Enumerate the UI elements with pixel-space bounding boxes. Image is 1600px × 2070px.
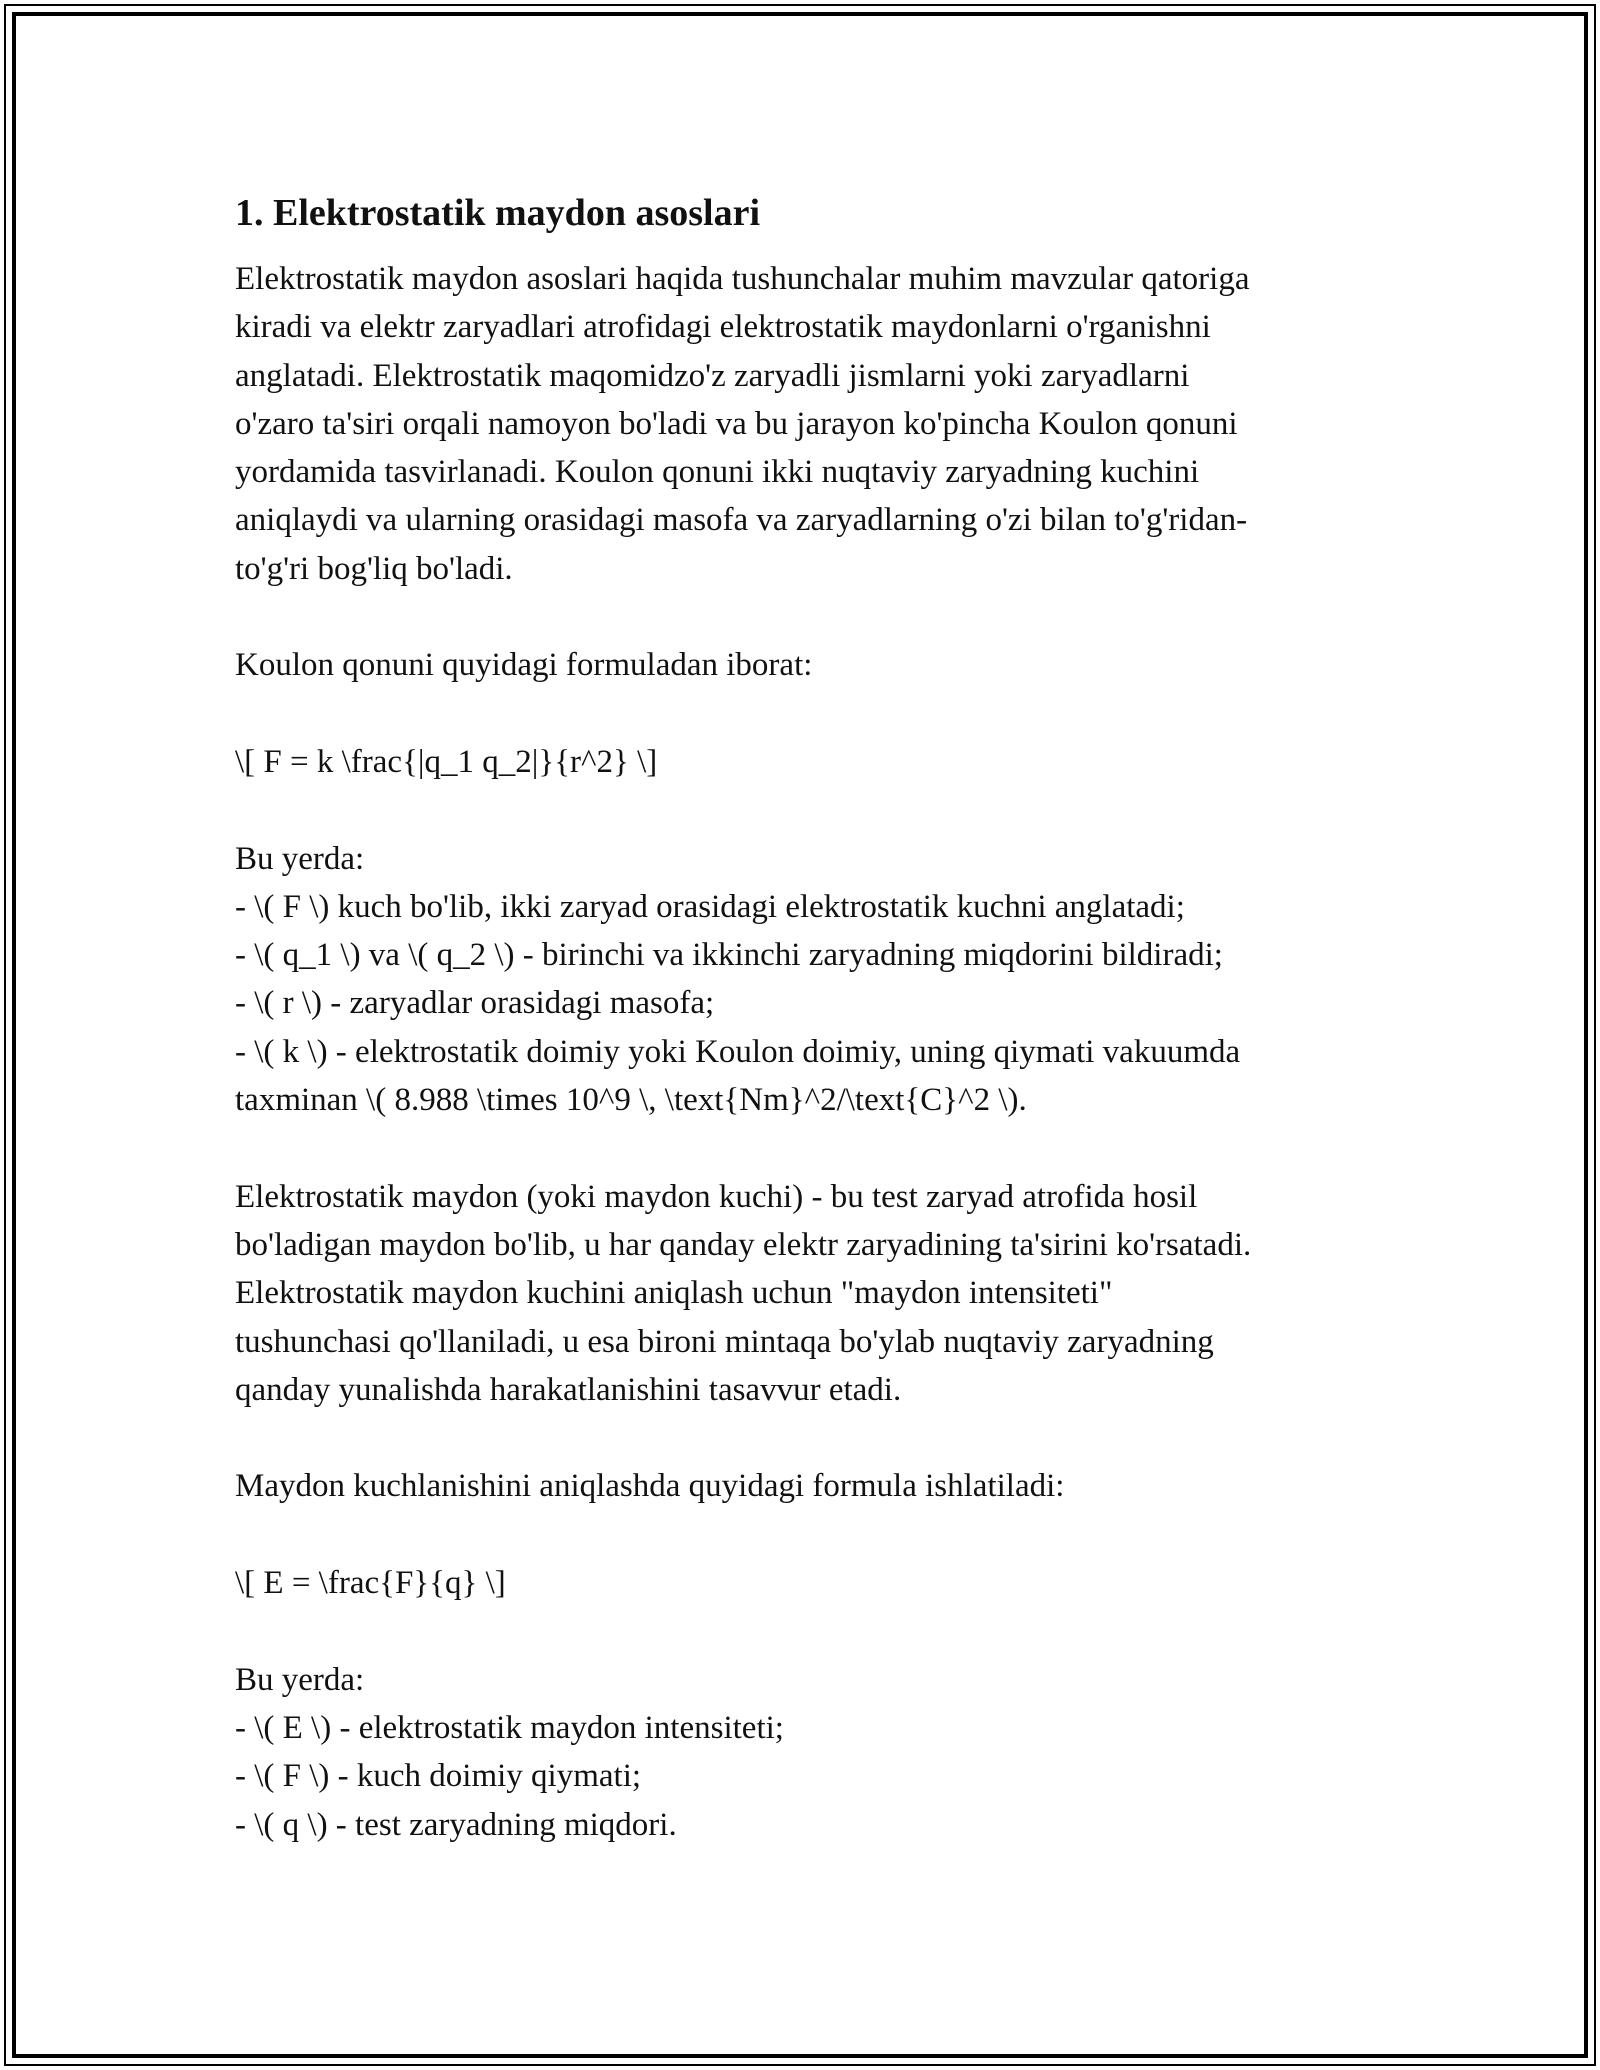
- definitions-title: Bu yerda:: [235, 840, 365, 877]
- definition-item: - \( r \) - zaryadlar orasidagi masofa;: [235, 985, 715, 1022]
- text-line: anglatadi. Elektrostatik maqomidzo'z zaryadli jismlarni yoki zaryadlarni: [235, 357, 1190, 394]
- text-line: to'g'ri bog'liq bo'ladi.: [235, 550, 513, 587]
- document-body: [235, 185, 1375, 1849]
- spacer: [235, 786, 1375, 834]
- text-line: kiradi va elektr zaryadlari atrofidagi elektrostatik maydonlarni o'rganishni: [235, 309, 1211, 346]
- spacer: [235, 1414, 1375, 1462]
- text-line: aniqlaydi va ularning orasidagi masofa va zaryadlarning o'zi bilan to'g'ridan-: [235, 502, 1248, 539]
- definition-item: - \( k \) - elektrostatik doimiy yoki Koulon doimiy, uning qiymati vakuumda: [235, 1033, 1241, 1070]
- spacer: [235, 690, 1375, 738]
- definitions-title: Bu yerda:: [235, 1661, 365, 1698]
- intensity-formula: \[ E = \frac{F}{q} \]: [235, 1565, 506, 1602]
- section-heading: 1. Elektrostatik maydon asoslari: [235, 192, 761, 234]
- spacer: [235, 1511, 1375, 1559]
- text-line: Elektrostatik maydon asoslari haqida tushunchalar muhim mavzular qatoriga: [235, 261, 1250, 297]
- definitions-list-1: [235, 835, 1375, 1125]
- text-line: Elektrostatik maydon kuchini aniqlash uchun "maydon intensiteti": [235, 1275, 1113, 1312]
- definition-item: - \( q_1 \) va \( q_2 \) - birinchi va ikkinchi zaryadning miqdorini bildiradi;: [235, 937, 1223, 974]
- spacer: [235, 1124, 1375, 1172]
- text-line: yordamida tasvirlanadi. Koulon qonuni ikki nuqtaviy zaryadning kuchini: [235, 454, 1200, 491]
- text-line: tushunchasi qo'llaniladi, u esa bironi mintaqa bo'ylab nuqtaviy zaryadning: [235, 1323, 1214, 1360]
- coulomb-intro: Koulon qonuni quyidagi formuladan iborat:: [235, 647, 813, 684]
- text-line: o'zaro ta'siri orqali namoyon bo'ladi va bu jarayon ko'pincha Koulon qonuni: [235, 405, 1238, 442]
- field-paragraph: [235, 1173, 1375, 1414]
- definition-item: - \( F \) - kuch doimiy qiymati;: [235, 1758, 642, 1795]
- text-line: Elektrostatik maydon (yoki maydon kuchi) - bu test zaryad atrofida hosil: [235, 1178, 1198, 1215]
- definition-item: - \( E \) - elektrostatik maydon intensiteti;: [235, 1709, 784, 1746]
- definition-item: - \( q \) - test zaryadning miqdori.: [235, 1806, 677, 1843]
- coulomb-formula: \[ F = k \frac{|q_1 q_2|}{r^2} \]: [235, 743, 658, 780]
- text-line: qanday yunalishda harakatlanishini tasavvur etadi.: [235, 1371, 902, 1408]
- intensity-intro: Maydon kuchlanishini aniqlashda quyidagi formula ishlatiladi:: [235, 1468, 1065, 1505]
- spacer: [235, 1607, 1375, 1655]
- spacer: [235, 593, 1375, 641]
- definition-item: taxminan \( 8.988 \times 10^9 \, \text{Nm}^2/\text{C}^2 \).: [235, 1082, 1027, 1119]
- text-line: bo'ladigan maydon bo'lib, u har qanday elektr zaryadining ta'sirini ko'rsatadi.: [235, 1226, 1252, 1263]
- definitions-list-2: [235, 1656, 1375, 1849]
- definition-item: - \( F \) kuch bo'lib, ikki zaryad orasidagi elektrostatik kuchni anglatadi;: [235, 888, 1185, 925]
- intro-paragraph: [235, 255, 1375, 593]
